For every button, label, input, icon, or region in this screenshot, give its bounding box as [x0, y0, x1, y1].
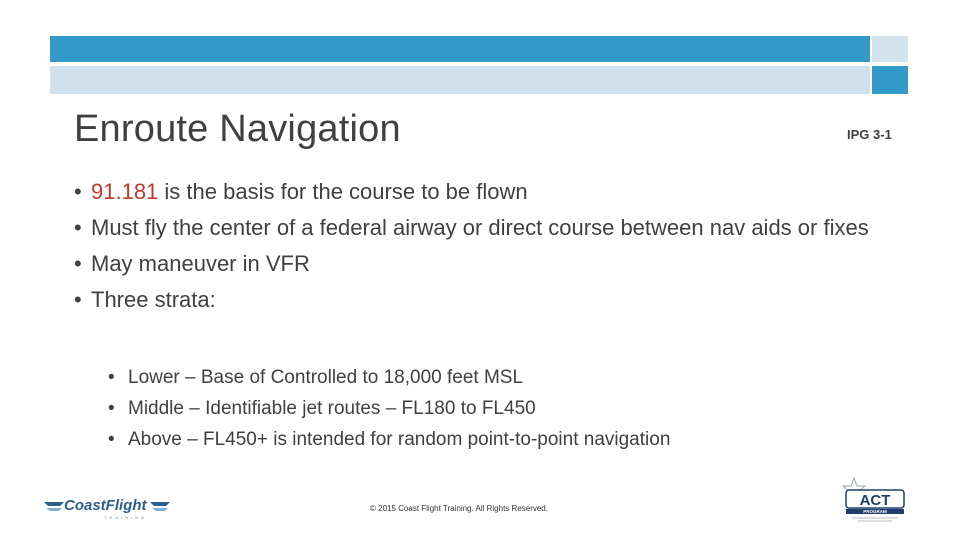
act-subtext: PROGRAM [863, 509, 887, 515]
bullet-item [74, 214, 894, 242]
header-bar-bottom-end [872, 66, 908, 94]
header-bar-top-end [872, 36, 908, 62]
sub-bullet-list [108, 366, 868, 459]
sub-bullet-text: Lower – Base of Controlled to 18,000 feet MSL [128, 367, 524, 388]
sub-bullet-item [108, 366, 868, 390]
regulation-reference: 91.181 [91, 179, 159, 204]
sub-bullet-text: Above – FL450+ is intended for random point-to-point navigation [128, 429, 671, 450]
logo-subtext: TRAINING [104, 515, 148, 520]
logo-wordmark: CoastFlight [64, 497, 147, 514]
bullet-item [74, 250, 894, 278]
header-bar-top [50, 36, 870, 62]
header-bar-bottom [50, 66, 870, 94]
bullet-text: is the basis for the course to be flown [158, 179, 528, 204]
slide-title: Enroute Navigation [74, 108, 401, 150]
act-program-logo [828, 476, 912, 524]
bullet-text: Three strata: [91, 287, 216, 312]
sub-bullet-item [108, 397, 868, 421]
bullet-item [74, 286, 894, 314]
copyright-footer: © 2015 Coast Flight Training. All Rights Reserved. [370, 504, 548, 513]
bullet-text: May maneuver in VFR [91, 251, 310, 276]
bullet-item [74, 178, 894, 206]
bullet-text: Must fly the center of a federal airway or direct course between nav aids or fixes [91, 215, 869, 240]
bullet-list [74, 178, 894, 322]
sub-bullet-text: Middle – Identifiable jet routes – FL180 to FL450 [128, 398, 536, 419]
sub-bullet-item [108, 428, 868, 452]
reference-label: IPG 3-1 [847, 127, 892, 142]
act-wordmark: ACT [859, 492, 891, 509]
coastflight-logo [42, 488, 172, 522]
